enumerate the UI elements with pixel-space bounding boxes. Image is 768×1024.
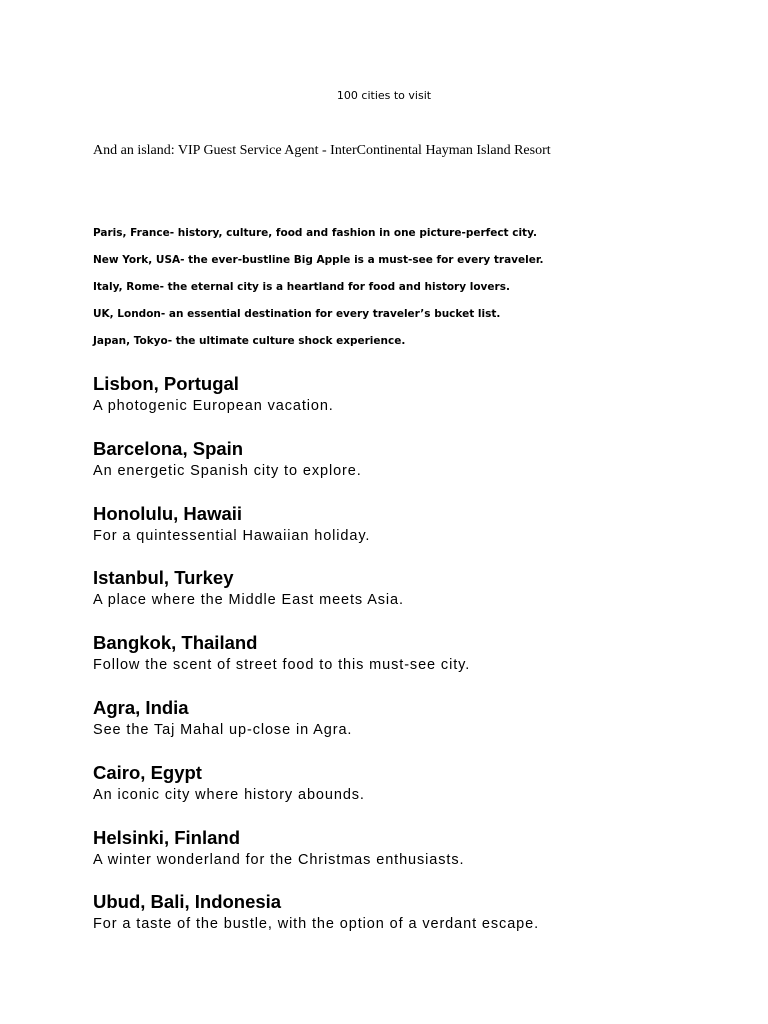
highlight-item: Italy, Rome- the eternal city is a heartland for food and history lovers. bbox=[93, 281, 510, 293]
city-entry bbox=[93, 761, 733, 826]
city-name: Agra, India bbox=[93, 696, 189, 718]
city-name: Ubud, Bali, Indonesia bbox=[93, 891, 282, 913]
document-title: 100 cities to visit bbox=[336, 89, 432, 102]
city-entry bbox=[93, 890, 733, 955]
city-entry bbox=[93, 631, 733, 696]
city-name: Istanbul, Turkey bbox=[93, 567, 234, 589]
city-description: For a taste of the bustle, with the option of a verdant escape. bbox=[93, 916, 540, 933]
city-name: Helsinki, Finland bbox=[93, 826, 240, 848]
city-entry bbox=[93, 826, 733, 891]
highlight-item: UK, London- an essential destination for every traveler’s bucket list. bbox=[93, 308, 501, 320]
city-list bbox=[93, 372, 733, 955]
highlight-item: Paris, France- history, culture, food and fashion in one picture-perfect city. bbox=[93, 227, 537, 239]
city-description: A place where the Middle East meets Asia. bbox=[93, 592, 404, 609]
city-entry bbox=[93, 696, 733, 761]
document-subtitle: And an island: VIP Guest Service Agent - InterContinental Hayman Island Resort bbox=[93, 143, 551, 158]
city-entry bbox=[93, 502, 733, 567]
city-description: A winter wonderland for the Christmas enthusiasts. bbox=[93, 851, 465, 868]
highlight-list bbox=[93, 226, 693, 361]
city-description: See the Taj Mahal up-close in Agra. bbox=[93, 721, 353, 738]
city-description: Follow the scent of street food to this must-see city. bbox=[93, 657, 471, 674]
city-name: Barcelona, Spain bbox=[93, 437, 244, 459]
highlight-item: New York, USA- the ever-bustline Big Apple is a must-see for every traveler. bbox=[93, 254, 544, 266]
city-entry bbox=[93, 437, 733, 502]
city-name: Bangkok, Thailand bbox=[93, 632, 258, 654]
city-description: An energetic Spanish city to explore. bbox=[93, 462, 362, 479]
highlight-item: Japan, Tokyo- the ultimate culture shock experience. bbox=[93, 335, 406, 347]
city-name: Honolulu, Hawaii bbox=[93, 502, 243, 524]
city-description: An iconic city where history abounds. bbox=[93, 786, 365, 803]
city-name: Cairo, Egypt bbox=[93, 761, 202, 783]
city-description: A photogenic European vacation. bbox=[93, 398, 334, 414]
city-name: Lisbon, Portugal bbox=[93, 373, 239, 394]
city-description: For a quintessential Hawaiian holiday. bbox=[93, 527, 371, 544]
city-entry bbox=[93, 566, 733, 631]
city-entry bbox=[93, 372, 733, 437]
